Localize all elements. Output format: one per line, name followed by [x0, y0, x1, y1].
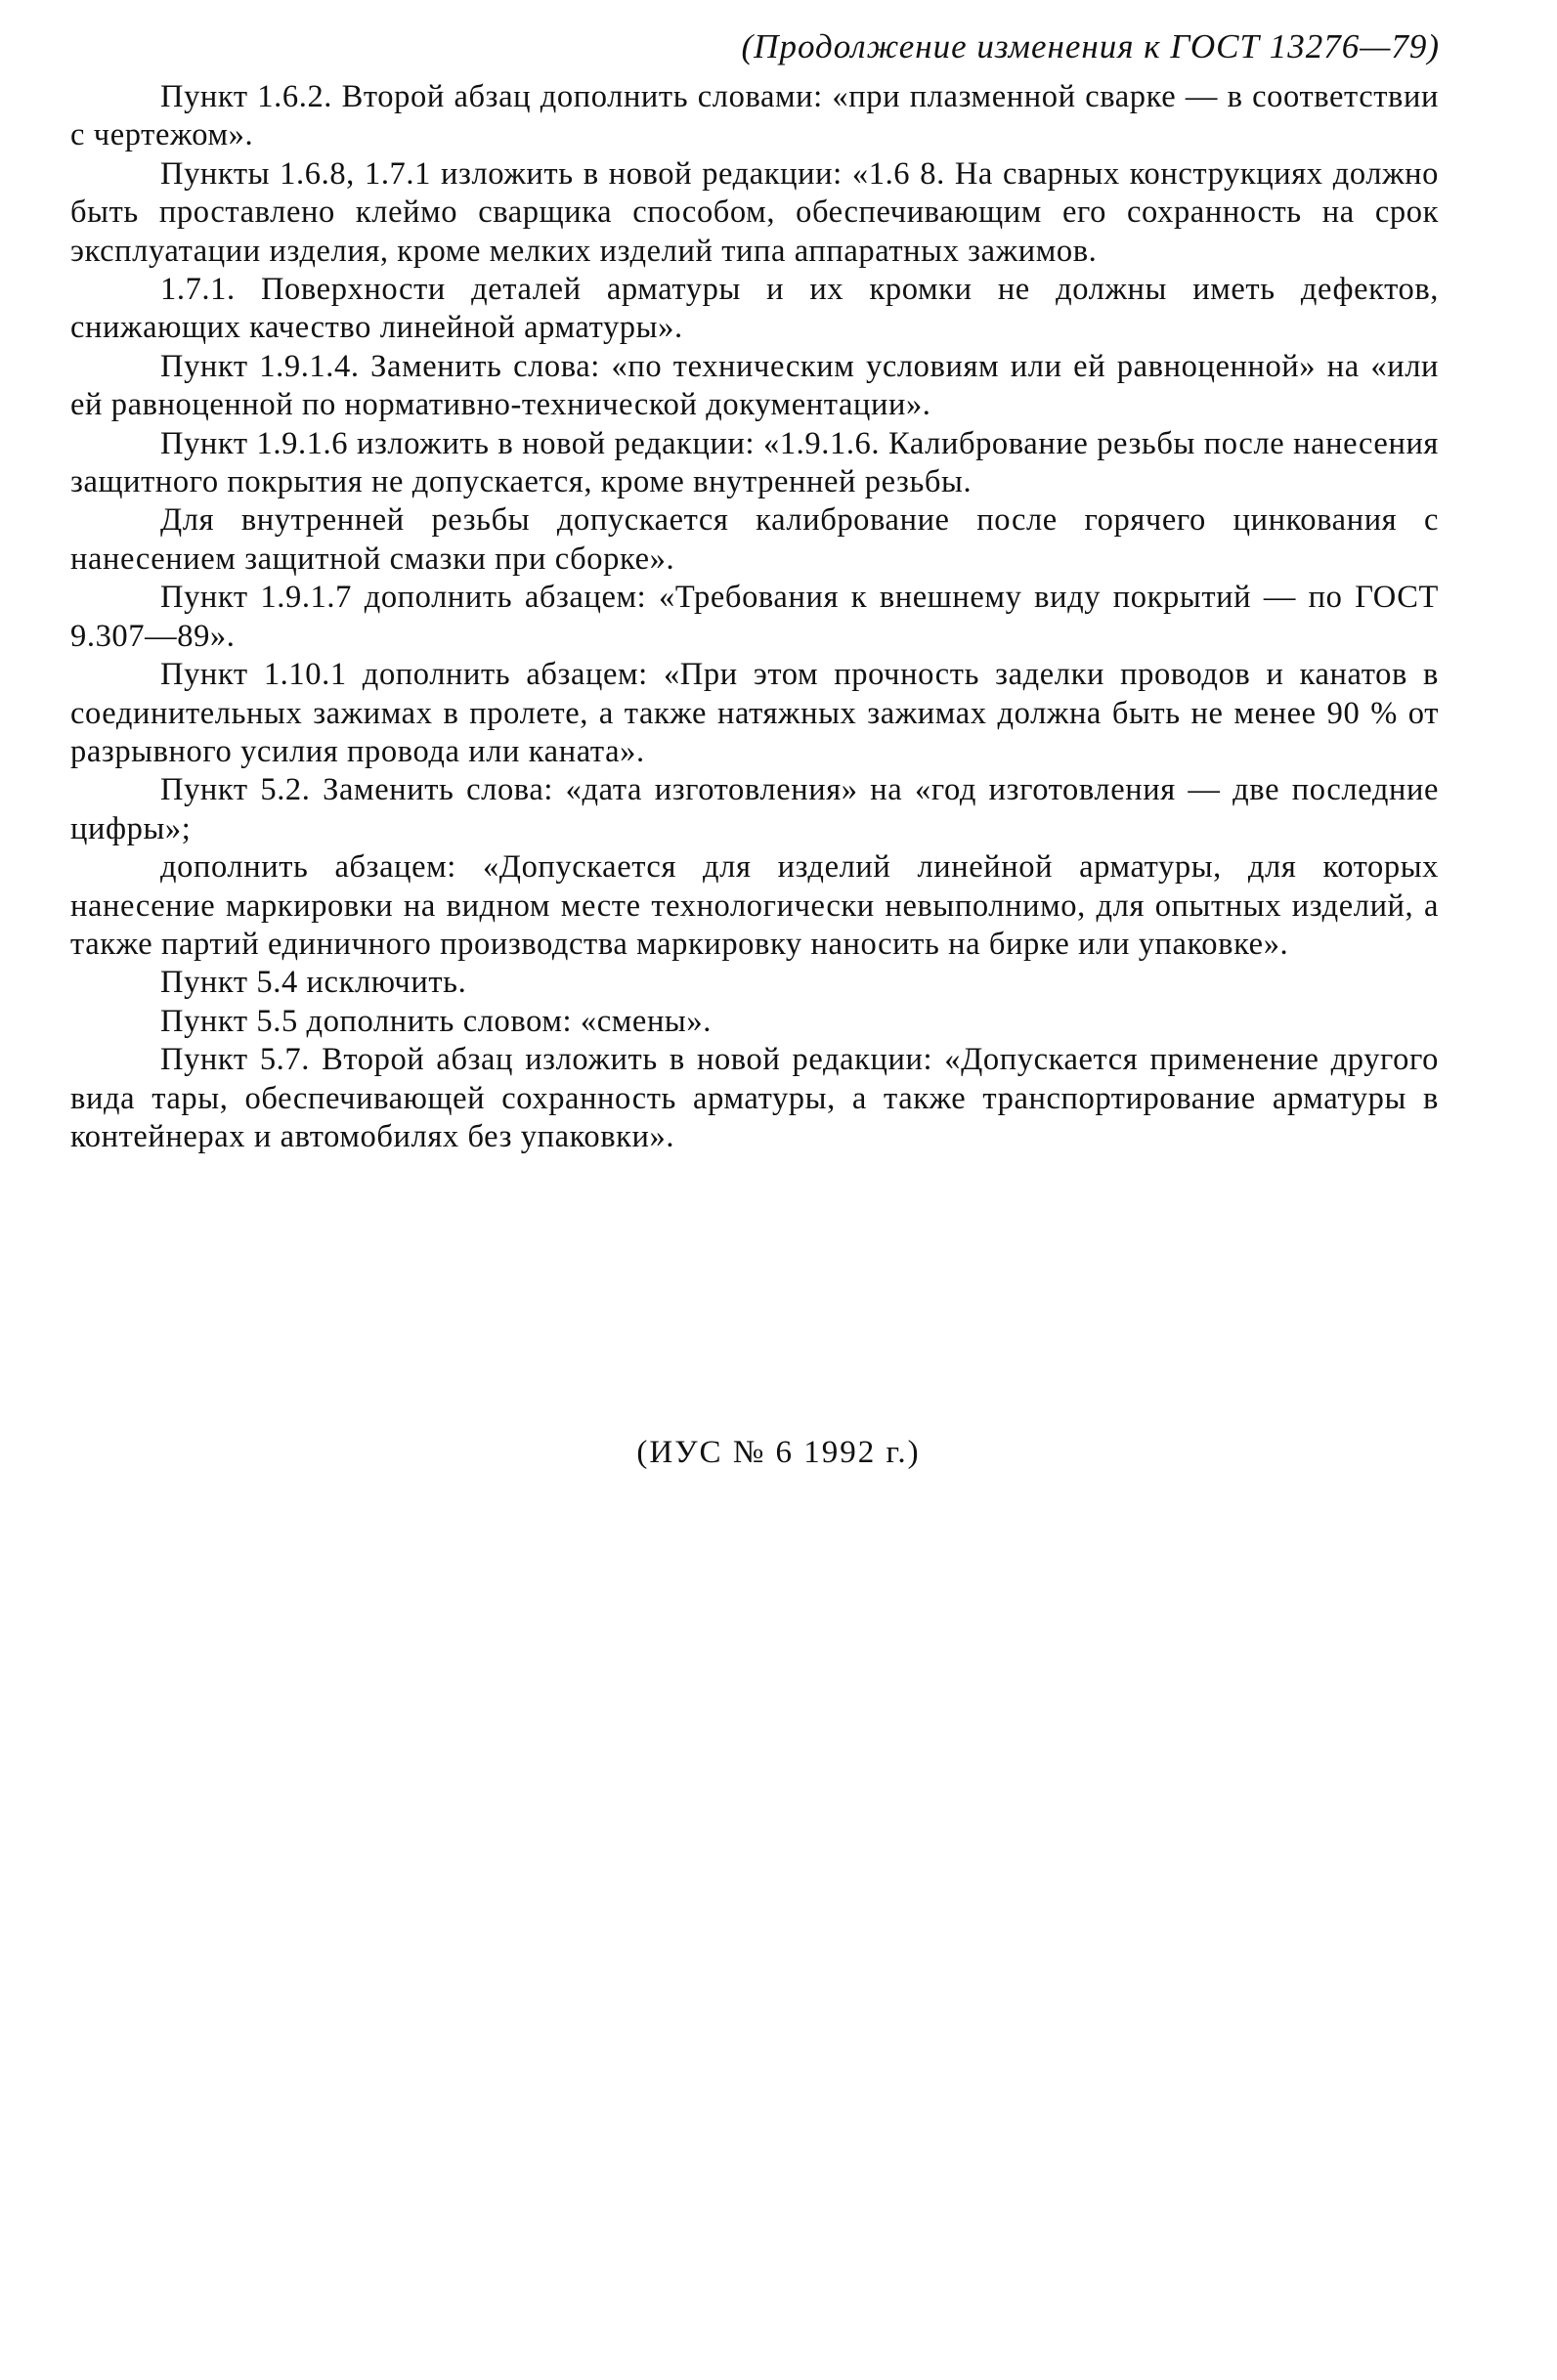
publication-reference: (ИУС № 6 1992 г.) — [636, 1435, 921, 1470]
paragraph-1-9-1-4: Пункт 1.9.1.4. Заменить слова: «по техническим условиям или ей равноценной» на «или ей равноценной по нормативно-технической документации». — [70, 348, 1439, 423]
page-header: (Продолжение изменения к ГОСТ 13276—79) — [741, 27, 1440, 65]
paragraph-internal-thread: Для внутренней резьбы допускается калибрование после горячего цинкования с нанесением защитной смазки при сборке». — [70, 502, 1439, 577]
paragraph-1-9-1-7: Пункт 1.9.1.7 дополнить абзацем: «Требования к внешнему виду покрытий — по ГОСТ 9.307—89». — [70, 580, 1439, 654]
paragraph-1-7-1: 1.7.1. Поверхности деталей арматуры и их кромки не должны иметь дефектов, снижающих качество линейной арматуры». — [70, 272, 1439, 346]
paragraph-5-7: Пункт 5.7. Второй абзац изложить в новой редакции: «Допускается применение другого вида тары, обеспечивающей сохранность арматуры, а также транспортирование арматуры в контейнерах и автомобилях без упаковки». — [70, 1042, 1439, 1154]
paragraph-5-4: Пункт 5.4 исключить. — [160, 965, 467, 1001]
paragraph-5-5: Пункт 5.5 дополнить словом: «смены». — [160, 1003, 712, 1039]
paragraph-5-2: Пункт 5.2. Заменить слова: «дата изготовления» на «год изготовления — две последние цифры»; — [70, 772, 1439, 846]
amendment-text — [70, 78, 1439, 1156]
paragraph-5-2-addition: дополнить абзацем: «Допускается для изделий линейной арматуры, для которых нанесение маркировки на видном месте технологически невыполнимо, для опытных изделий, а также партий единичного производства маркировку наносить на бирке или упаковке». — [70, 849, 1439, 962]
paragraph-1-6-2: Пункт 1.6.2. Второй абзац дополнить словами: «при плазменной сварке — в соответствии с чертежом». — [70, 79, 1439, 153]
paragraph-1-9-1-6: Пункт 1.9.1.6 изложить в новой редакции: «1.9.1.6. Калибрование резьбы после нанесения защитного покрытия не допускается, кроме внутренней резьбы. — [70, 425, 1439, 500]
paragraph-1-6-8: Пункты 1.6.8, 1.7.1 изложить в новой редакции: «1.6 8. На сварных конструкциях должно быть проставлено клеймо сварщика способом, обеспечивающим его сохранность на срок эксплуатации изделия, кроме мелких изделий типа аппаратных зажимов. — [70, 155, 1439, 269]
paragraph-1-10-1: Пункт 1.10.1 дополнить абзацем: «При этом прочность заделки проводов и канатов в соединительных зажимах в пролете, а также натяжных зажимах должна быть не менее 90 % от разрывного усилия провода или каната». — [70, 657, 1439, 769]
